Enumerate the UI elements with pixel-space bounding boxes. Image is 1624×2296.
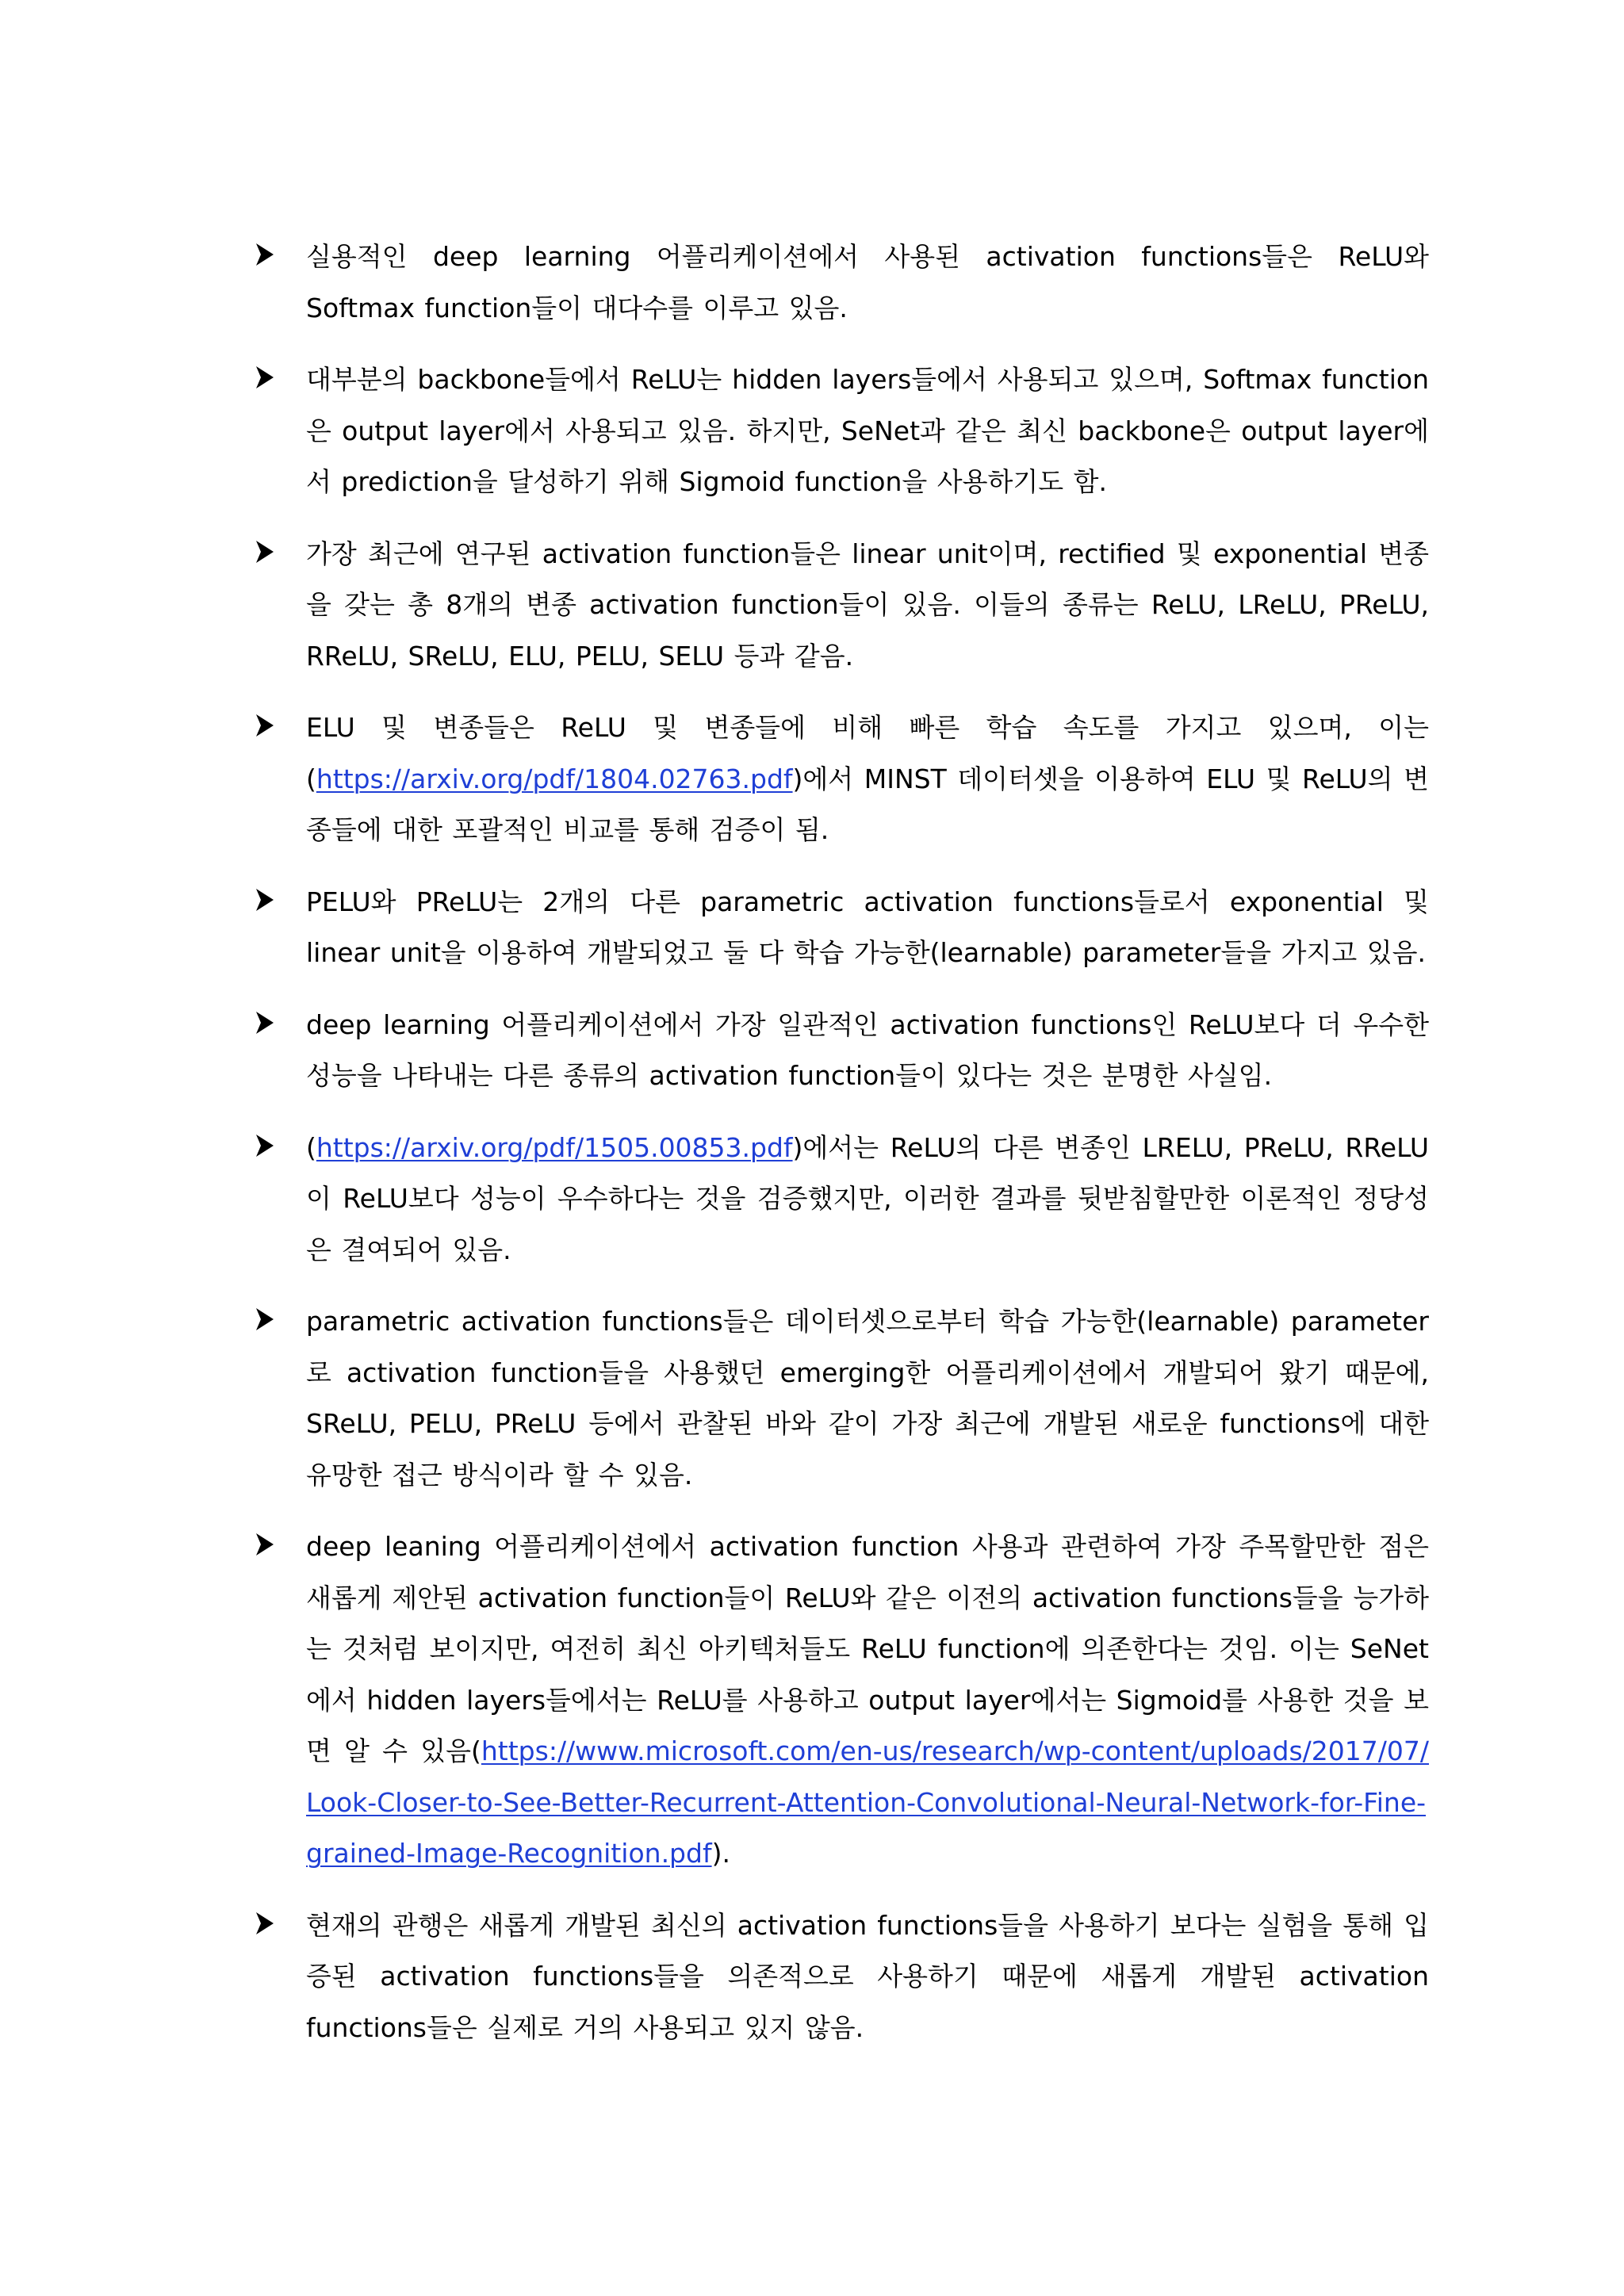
list-item <box>255 1521 1429 1880</box>
item-text: 대부분의 backbone들에서 ReLU는 hidden layers들에서 사용되고 있으며, Softmax function은 output layer에서 사용되고 있음. 하지만, SeNet과 같은 최신 backbone은 output layer에서 prediction을 달성하기 위해 Sigmoid function을 사용하기도 함. <box>306 364 1429 497</box>
arrowhead-bullet-icon <box>255 1307 274 1331</box>
arrowhead-bullet-icon <box>255 1911 274 1935</box>
item-text-before: ( <box>306 1131 316 1163</box>
arrowhead-bullet-icon <box>255 1134 274 1158</box>
item-text-after: )에서 MINST 데이터셋을 이용하여 ELU 및 ReLU의 변종들에 대한 포괄적인 비교를 통해 검증이 됨. <box>306 763 1429 845</box>
arxiv-link[interactable]: https://arxiv.org/pdf/1804.02763.pdf <box>316 763 793 794</box>
item-text: 현재의 관행은 새롭게 개발된 최신의 activation functions들을 사용하기 보다는 실험을 통해 입증된 activation functions들을 의존적으로 사용하기 때문에 새롭게 개발된 activation functions들은 실제로 거의 사용되고 있지 않음. <box>306 1909 1429 2043</box>
list-item <box>255 1296 1429 1501</box>
list-item <box>255 877 1429 979</box>
item-text: 가장 최근에 연구된 activation function들은 linear unit이며, rectified 및 exponential 변종을 갖는 총 8개의 변종 activation function들이 있음. 이들의 종류는 ReLU, LReLU, PReLU, RReLU, SReLU, ELU, PELU, SELU 등과 같음. <box>306 538 1429 672</box>
arrowhead-bullet-icon <box>255 1011 274 1035</box>
arrowhead-bullet-icon <box>255 365 274 389</box>
list-item <box>255 1123 1429 1276</box>
arxiv-link[interactable]: https://arxiv.org/pdf/1505.00853.pdf <box>316 1131 793 1163</box>
item-text: 실용적인 deep learning 어플리케이션에서 사용된 activation functions들은 ReLU와 Softmax function들이 대다수를 이루고 있음. <box>306 241 1429 323</box>
item-text-before: ELU 및 변종들은 ReLU 및 변종들에 비해 빠른 학습 속도를 가지고 있으며, 이는 ( <box>306 712 1429 794</box>
arrowhead-bullet-icon <box>255 714 274 737</box>
item-text: deep learning 어플리케이션에서 가장 일관적인 activation functions인 ReLU보다 더 우수한 성능을 나타내는 다른 종류의 activation function들이 있다는 것은 분명한 사실임. <box>306 1008 1429 1091</box>
list-item <box>255 702 1429 856</box>
arrowhead-bullet-icon <box>255 243 274 266</box>
list-item <box>255 354 1429 508</box>
item-text <box>306 1123 1429 1276</box>
item-text: PELU와 PReLU는 2개의 다른 parametric activation functions들로서 exponential 및 linear unit을 이용하여 개발되었고 둘 다 학습 가능한(learnable) parameter들을 가지고 있음. <box>306 886 1429 968</box>
microsoft-research-link[interactable]: https://www.microsoft.com/en-us/research/wp-content/uploads/2017/07/Look-Closer-to-See-Better-Recurrent-Attention-Convolutional-Neural-Network-for-Fine-grained-Image-Recognition.pdf <box>306 1735 1429 1869</box>
item-text <box>306 1521 1429 1880</box>
item-text-after: ). <box>711 1838 730 1869</box>
arrowhead-bullet-icon <box>255 1533 274 1556</box>
bullet-list <box>255 232 1429 2074</box>
list-item <box>255 1900 1429 2054</box>
list-item <box>255 232 1429 334</box>
item-text: parametric activation functions들은 데이터셋으로부터 학습 가능한(learnable) parameter로 activation function들을 사용했던 emerging한 어플리케이션에서 개발되어 왔기 때문에, SReLU, PELU, PReLU 등에서 관찰된 바와 같이 가장 최근에 개발된 새로운 functions에 대한 유망한 접근 방식이라 할 수 있음. <box>306 1306 1429 1490</box>
item-text <box>306 702 1429 856</box>
item-text-after: )에서는 ReLU의 다른 변종인 LRELU, PReLU, RReLU이 ReLU보다 성능이 우수하다는 것을 검증했지만, 이러한 결과를 뒷받침할만한 이론적인 정당성은 결여되어 있음. <box>306 1131 1429 1265</box>
item-text-before: deep leaning 어플리케이션에서 activation function 사용과 관련하여 가장 주목할만한 점은 새롭게 제안된 activation function들이 ReLU와 같은 이전의 activation functions들을 능가하는 것처럼 보이지만, 여전히 최신 아키텍처들도 ReLU function에 의존한다는 것임. 이는 SeNet에서 hidden layers들에서는 ReLU를 사용하고 output layer에서는 Sigmoid를 사용한 것을 보면 알 수 있음( <box>306 1531 1429 1766</box>
arrowhead-bullet-icon <box>255 888 274 912</box>
arrowhead-bullet-icon <box>255 540 274 564</box>
list-item <box>255 529 1429 683</box>
list-item <box>255 1000 1429 1102</box>
